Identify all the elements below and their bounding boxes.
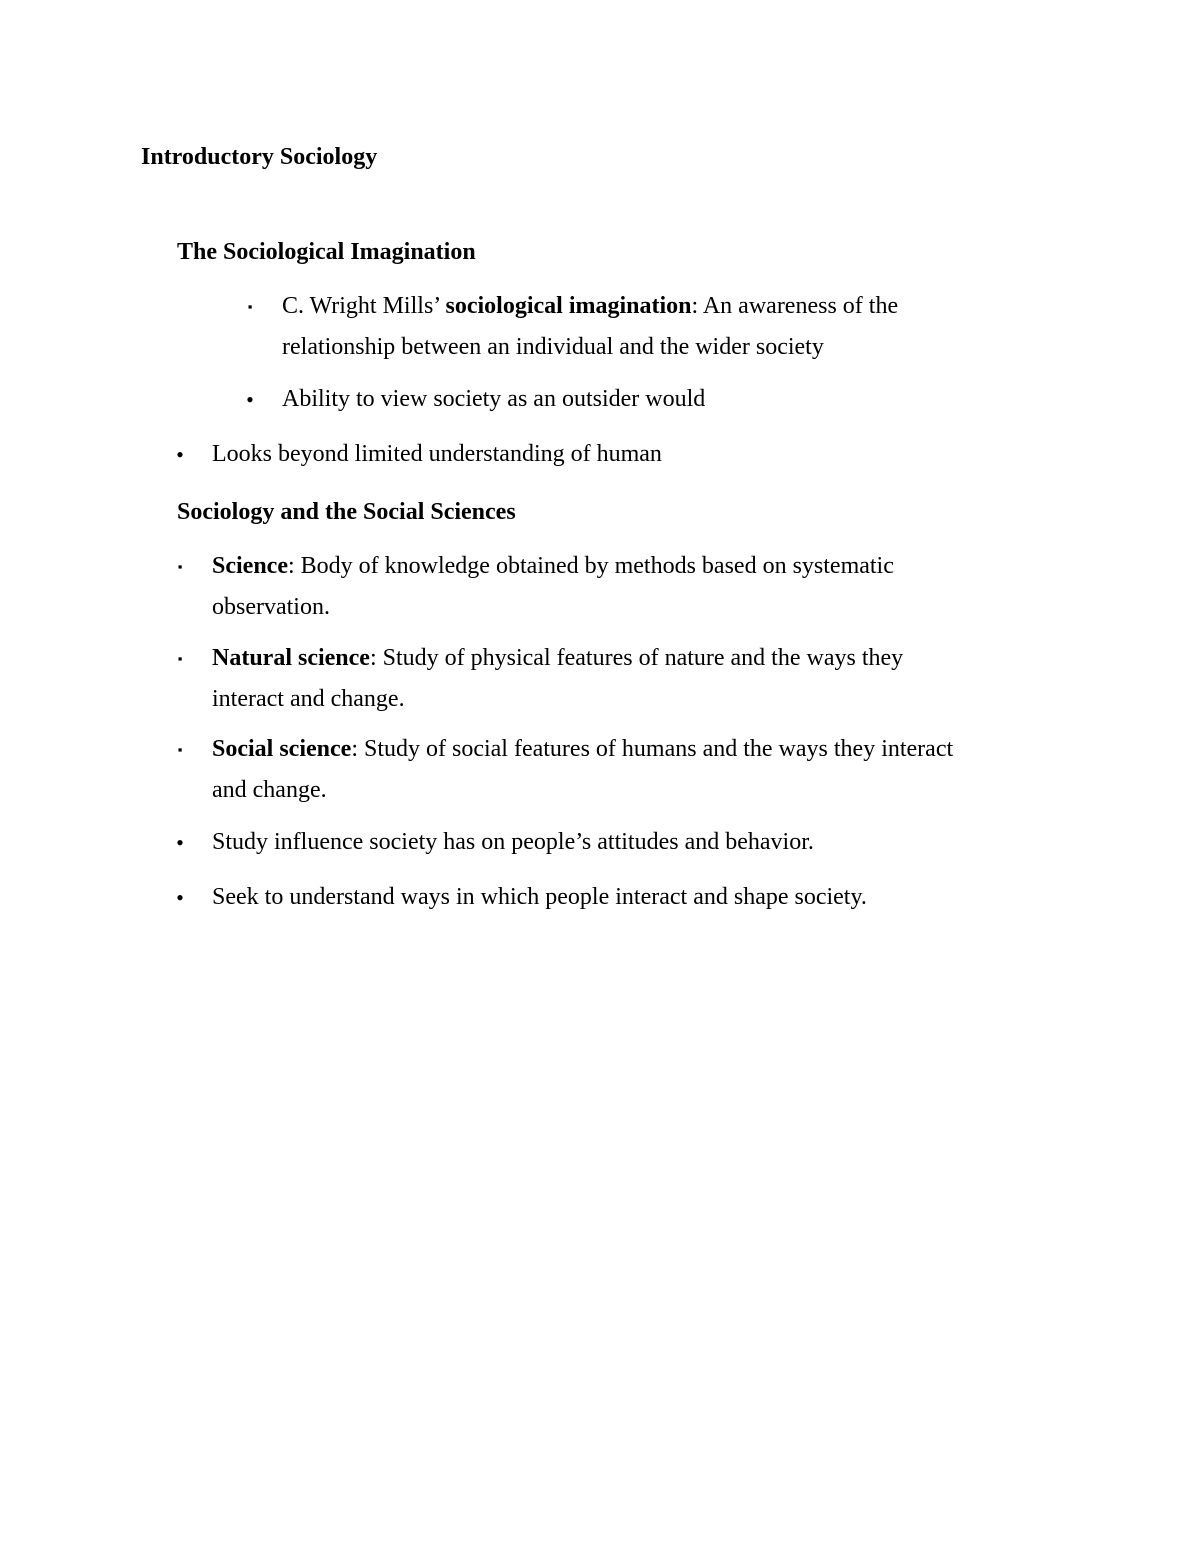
square-bullet-icon: ▪ [177,559,183,574]
list-item-text: Seek to understand ways in which people interact and shape society. [212,884,867,910]
list-item-text: Ability to view society as an outsider would [282,386,706,412]
square-bullet-icon: ▪ [177,742,183,757]
term-bold: Natural science [212,645,370,671]
square-bullet-icon: ▪ [177,651,183,666]
list-item-text: C. Wright Mills’ sociological imagination: An awareness of the relationship between an individual and the wider society [282,293,899,360]
term-bold: Social science [212,736,352,762]
list-item-text: Natural science: Study of physical features of nature and the ways they interact and change. [212,645,904,712]
list-item-text: Looks beyond limited understanding of human [212,441,662,467]
document-title: Introductory Sociology [141,144,378,170]
list-item-text: Study influence society has on people’s attitudes and behavior. [212,829,814,855]
list-item [177,638,972,720]
list-item [247,286,1002,368]
list-item [177,546,1002,628]
round-bullet-icon: • [176,830,184,855]
section-heading-sociological-imagination: The Sociological Imagination [177,239,476,265]
list-item-text: Science: Body of knowledge obtained by methods based on systematic observation. [212,553,894,620]
round-bullet-icon: • [176,442,184,467]
term-bold: sociological imagination [445,293,692,319]
term-bold: Science [212,553,288,579]
list-item [176,434,1002,475]
list-item [177,729,987,811]
list-item [176,822,1002,863]
round-bullet-icon: • [246,387,254,412]
square-bullet-icon: ▪ [247,299,253,314]
section-heading-social-sciences: Sociology and the Social Sciences [177,499,516,525]
list-item [246,379,1002,420]
list-item [176,877,1002,918]
round-bullet-icon: • [176,885,184,910]
list-item-text: Social science: Study of social features of humans and the ways they interact and change. [212,736,954,803]
